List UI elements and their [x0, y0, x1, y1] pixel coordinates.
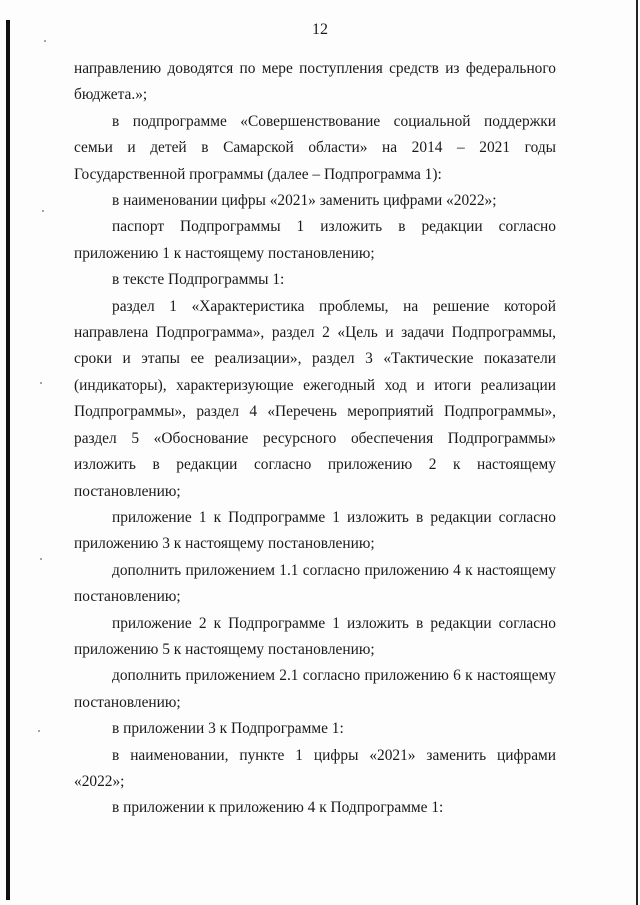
scan-speck — [44, 40, 46, 42]
scan-edge-left — [6, 20, 10, 900]
page-number: 12 — [312, 21, 328, 38]
scan-speck — [38, 730, 40, 732]
paragraph: направлению доводятся по мере поступления средств из федерального бюджета.»; — [74, 60, 556, 104]
paragraph: дополнить приложением 2.1 согласно приложению 6 к настоящему постановлению; — [74, 667, 556, 711]
document-body — [74, 56, 556, 822]
scan-speck — [40, 382, 42, 384]
paragraph: дополнить приложением 1.1 согласно приложению 4 к настоящему постановлению; — [74, 561, 556, 606]
paragraph: в приложении 3 к Подпрограмме 1: — [112, 720, 344, 738]
paragraph: приложение 1 к Подпрограмме 1 изложить в редакции согласно приложению 3 к настоящему постановлению; — [74, 508, 556, 553]
paragraph: в приложении к приложению 4 к Подпрограмме 1: — [112, 799, 444, 817]
paragraph: в тексте Подпрограммы 1: — [112, 271, 285, 289]
paragraph: приложение 2 к Подпрограмме 1 изложить в редакции согласно приложению 5 к настоящему постановлению; — [74, 614, 556, 658]
paragraph: паспорт Подпрограммы 1 изложить в редакции согласно приложению 1 к настоящему постановлению; — [74, 218, 556, 262]
paragraph: в подпрограмме «Совершенствование социальной поддержки семьи и детей в Самарской области» на 2014 – 2021 годы Государственной программы (далее – Подпрограмма 1): — [74, 112, 556, 183]
paragraph: раздел 1 «Характеристика проблемы, на решение которой направлена Подпрограмма», раздел 2 «Цель и задачи Подпрограммы, сроки и этапы ее реализации», раздел 3 «Тактические показатели (индикаторы), характеризующие ежегодный ход и итоги реализации Подпрограммы», раздел 4 «Перечень мероприятий Подпрограммы», раздел 5 «Обоснование ресурсного обеспечения Подпрограммы» изложить в редакции согласно приложению 2 к настоящему постановлению; — [74, 297, 556, 500]
scan-speck — [40, 558, 42, 560]
paragraph: в наименовании, пункте 1 цифры «2021» заменить цифрами «2022»; — [74, 746, 556, 790]
scan-edge-right — [636, 0, 638, 905]
scan-speck — [42, 210, 44, 212]
paragraph: в наименовании цифры «2021» заменить цифрами «2022»; — [112, 192, 497, 210]
